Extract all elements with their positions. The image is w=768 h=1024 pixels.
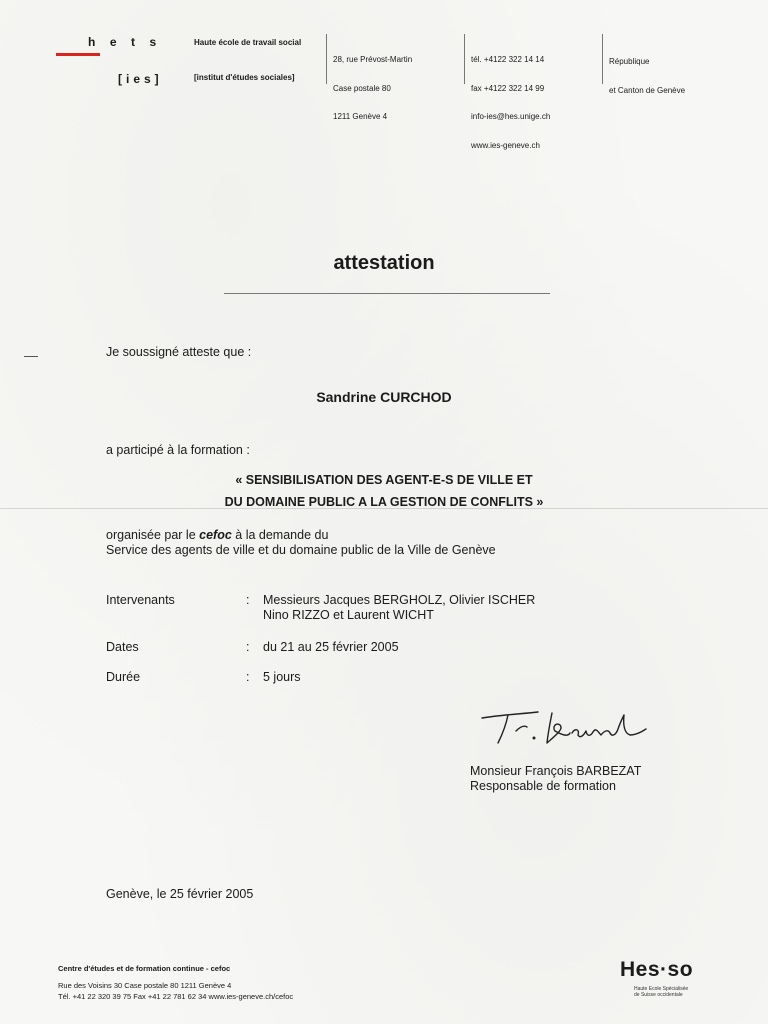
logo-ies: [ies] xyxy=(118,72,163,86)
organised-suffix: à la demande du xyxy=(235,528,329,542)
institute-name: [institut d'études sociales] xyxy=(194,73,295,82)
hesso-logo: Hes·so xyxy=(620,958,694,981)
header-republic xyxy=(609,38,685,114)
paper-fold-line xyxy=(0,508,768,509)
header-address xyxy=(333,36,412,141)
header-separator xyxy=(326,34,327,84)
header-separator xyxy=(602,34,603,84)
detail-value-intervenants-line-2: Nino RIZZO et Laurent WICHT xyxy=(263,608,434,622)
republic-line: et Canton de Genève xyxy=(609,85,686,95)
organised-by-line xyxy=(106,528,328,542)
school-name: Haute école de travail social xyxy=(194,38,302,47)
header-contact xyxy=(471,36,550,169)
hesso-logo-subtitle: Haute Ecole Spécialisée de Suisse occidentale xyxy=(634,986,689,998)
signatory-name: Monsieur François BARBEZAT xyxy=(470,764,642,778)
contact-phone: tél. +4122 322 14 14 xyxy=(471,55,545,64)
course-title-line-2: DU DOMAINE PUBLIC A LA GESTION DE CONFLITS » xyxy=(224,495,544,509)
participant-name: Sandrine CURCHOD xyxy=(316,389,452,405)
header-separator xyxy=(464,34,465,84)
detail-value-dates: du 21 au 25 février 2005 xyxy=(263,640,399,654)
republic-line: République xyxy=(609,57,650,66)
document-title: attestation xyxy=(333,252,435,274)
address-line: 28, rue Prévost-Martin xyxy=(333,55,413,64)
title-underline xyxy=(224,293,550,294)
intro-text: Je soussigné atteste que : xyxy=(106,345,252,359)
address-line: Case postale 80 xyxy=(333,83,391,93)
footer-contact: Tél. +41 22 320 39 75 Fax +41 22 781 62 34 www.ies-geneve.ch/cefoc xyxy=(58,992,294,1001)
organised-prefix: organisée par le xyxy=(106,528,196,542)
detail-label-dates: Dates xyxy=(106,640,139,654)
footer-address: Rue des Voisins 30 Case postale 80 1211 Genève 4 xyxy=(58,981,232,990)
detail-separator: : xyxy=(246,640,250,654)
detail-value-intervenants-line-1: Messieurs Jacques BERGHOLZ, Olivier ISCHER xyxy=(263,593,536,607)
detail-label-intervenants: Intervenants xyxy=(106,593,175,607)
address-line: 1211 Genève 4 xyxy=(333,112,388,121)
course-title-line-1: « SENSIBILISATION DES AGENT-E-S DE VILLE ET xyxy=(235,473,533,487)
service-name: Service des agents de ville et du domaine public de la Ville de Genève xyxy=(106,543,496,557)
detail-separator: : xyxy=(246,593,250,607)
organiser-name: cefoc xyxy=(199,528,232,542)
detail-label-duree: Durée xyxy=(106,670,141,684)
contact-email: info-ies@hes.unige.ch xyxy=(471,112,551,121)
participation-text: a participé à la formation : xyxy=(106,443,250,457)
detail-separator: : xyxy=(246,670,250,684)
contact-fax: fax +4122 322 14 99 xyxy=(471,83,545,93)
footer-org-name: Centre d'études et de formation continue - cefoc xyxy=(58,964,231,973)
handwritten-signature xyxy=(480,705,650,750)
margin-mark xyxy=(24,356,38,357)
logo-red-bar xyxy=(56,53,100,56)
detail-value-duree: 5 jours xyxy=(263,670,301,684)
logo-hets: hets xyxy=(88,35,171,49)
place-and-date: Genève, le 25 février 2005 xyxy=(106,887,254,901)
signatory-role: Responsable de formation xyxy=(470,779,616,793)
contact-website: www.ies-geneve.ch xyxy=(471,140,540,150)
